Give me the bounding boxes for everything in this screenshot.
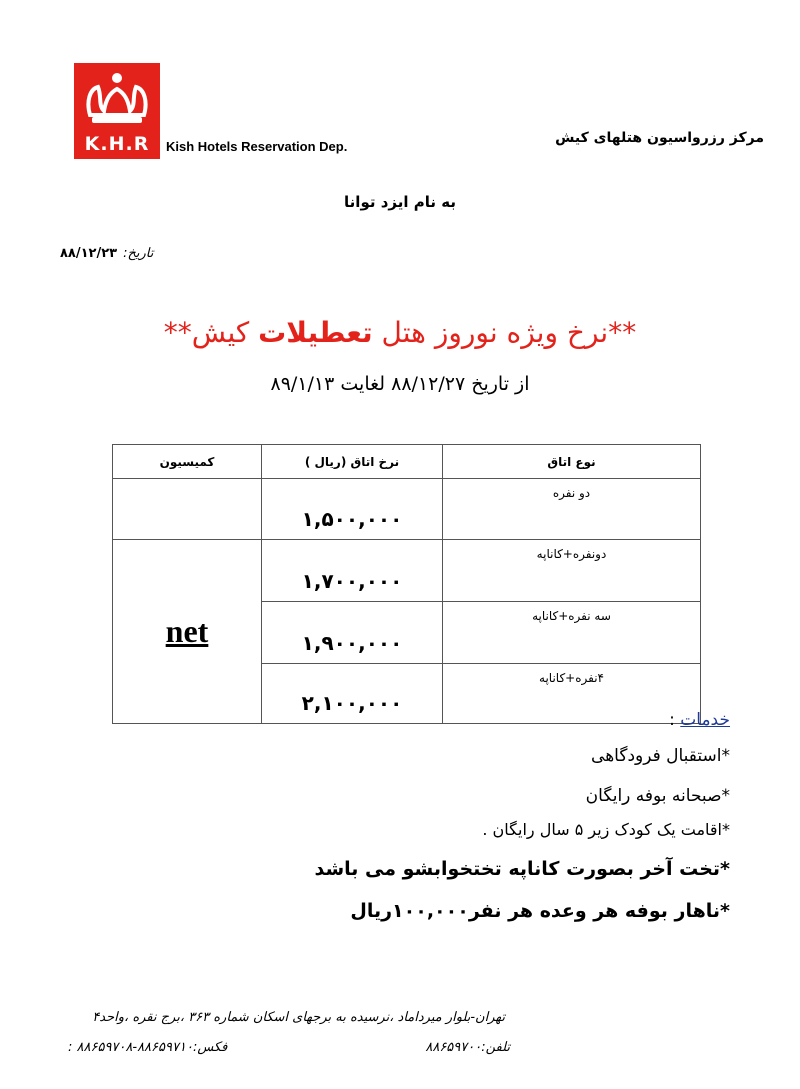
table-row — [113, 479, 701, 540]
service-item: *تخت آخر بصورت کاناپه تختخوابشو می باشد — [314, 858, 730, 880]
date-value: ۸۸/۱۲/۲۳ — [60, 246, 118, 261]
service-item: *صبحانه بوفه رایگان — [585, 786, 730, 806]
price-cell: ۱,۷۰۰,۰۰۰ — [262, 540, 443, 602]
rates-table — [112, 444, 701, 724]
commission-net: net — [165, 613, 209, 649]
logo-text: K.H.R — [84, 133, 150, 155]
title-suffix: کیش** — [163, 316, 250, 349]
title-hotel: تعطیلات — [258, 316, 373, 349]
price-cell: ۲,۱۰۰,۰۰۰ — [262, 664, 443, 724]
service-item: *اقامت یک کودک زیر ۵ سال رایگان . — [482, 820, 730, 839]
commission-cell — [113, 540, 262, 724]
col-room-type: نوع اتاق — [443, 445, 701, 479]
services-colon: : — [669, 710, 675, 730]
commission-cell-empty — [113, 479, 262, 540]
price-cell: ۱,۵۰۰,۰۰۰ — [262, 479, 443, 540]
col-commission: کمیسیون — [113, 445, 262, 479]
room-type-cell: دونفره+کاناپه — [443, 540, 701, 602]
page-title — [0, 316, 800, 349]
col-price: نرخ اتاق (ریال ) — [262, 445, 443, 479]
date-range: از تاریخ ۸۸/۱۲/۲۷ لغایت ۸۹/۱/۱۳ — [270, 373, 530, 395]
footer-fax: فکس:۸۸۶۵۹۷۱۰-۸۸۶۵۹۷۰۸ : — [68, 1040, 228, 1055]
crown-icon — [84, 71, 150, 127]
title-prefix: **نرخ ویژه نوروز هتل — [381, 316, 637, 349]
price-cell: ۱,۹۰۰,۰۰۰ — [262, 602, 443, 664]
table-row — [113, 540, 701, 602]
room-type-cell: ۴نفره+کاناپه — [443, 664, 701, 724]
date-line — [60, 246, 153, 261]
date-label: تاریخ: — [123, 246, 154, 261]
table-header-row — [113, 445, 701, 479]
services-label: خدمات — [680, 710, 730, 730]
service-item: *استقبال فرودگاهی — [591, 746, 730, 766]
room-type-cell: دو نفره — [443, 479, 701, 540]
bismillah: به نام ایزد توانا — [344, 193, 456, 211]
room-type-cell: سه نفره+کاناپه — [443, 602, 701, 664]
footer-address: تهران-بلوار میرداماد ،نرسیده به برجهای اسکان شماره ۳۶۳ ،برج نقره ،واحد۴ — [92, 1010, 505, 1025]
services-heading — [669, 710, 730, 730]
center-name: مرکز رزرواسیون هتلهای کیش — [555, 130, 764, 146]
dept-name: Kish Hotels Reservation Dep. — [166, 139, 348, 154]
khr-logo — [74, 63, 160, 159]
footer-phone: تلفن:۸۸۶۵۹۷۰۰ — [425, 1040, 510, 1055]
service-item: *ناهار بوفه هر وعده هر نفر۱۰۰,۰۰۰ریال — [350, 900, 730, 922]
